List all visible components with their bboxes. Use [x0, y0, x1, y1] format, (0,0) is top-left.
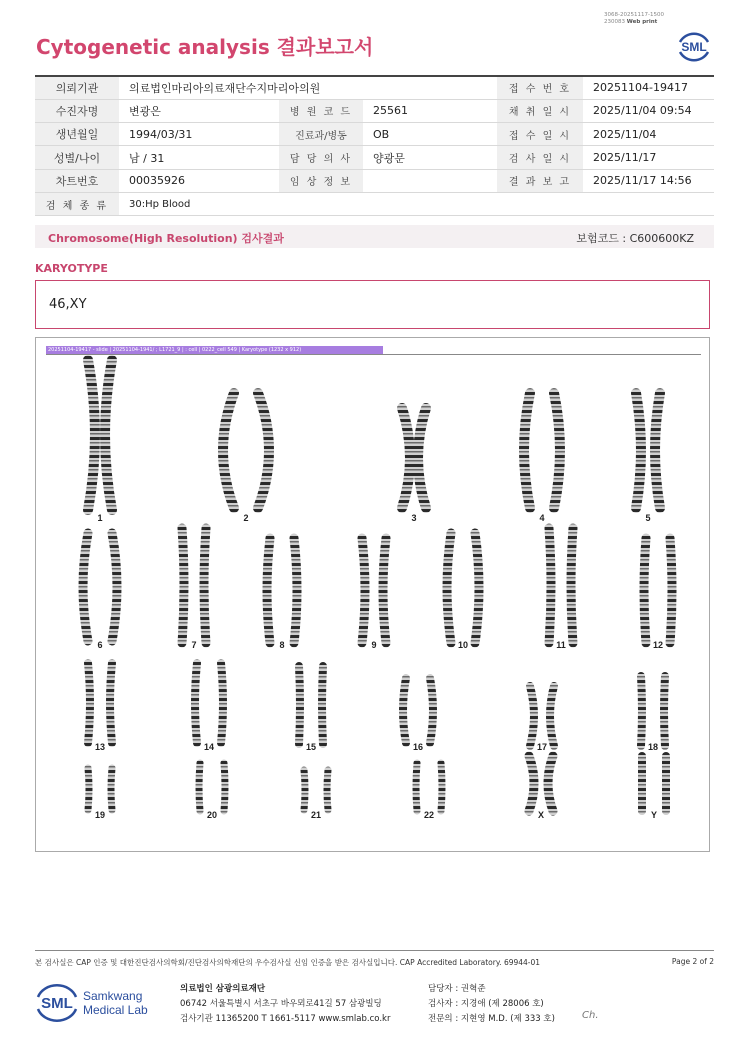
chromosome [548, 756, 553, 811]
signature: Ch. [582, 1010, 599, 1021]
result-section-bar [35, 225, 714, 248]
chromosome [258, 393, 269, 508]
org-contact: 검사기관 11365200 T 1661-5117 www.smlab.co.kr [180, 1014, 391, 1024]
chromosome-label: 4 [539, 513, 545, 523]
chromosome [644, 538, 646, 643]
chromosome-label: 10 [457, 640, 469, 650]
svg-text:SML: SML [681, 40, 707, 54]
chromosome-label: 2 [243, 513, 249, 523]
chromosome [530, 686, 534, 746]
chromosome [199, 763, 200, 811]
chromosome-label: 22 [423, 810, 435, 820]
chromosome [195, 663, 197, 743]
karyogram-svg [36, 338, 711, 853]
report-meta-id: 3068-20251117-1500 [604, 12, 664, 18]
info-row [35, 76, 714, 99]
chromosome-label: 14 [203, 742, 215, 752]
specimen-type-value: 30:Hp Blood [119, 192, 714, 215]
report-meta [604, 12, 664, 26]
karyogram-caption: 20251104-19417 - slide | 20251104-1941/ ; L1721_9 | : cell | 0222_cell 549 | Karyotype (1232 x 912) [46, 346, 383, 354]
report-date-label: 결 과 보 고 [497, 169, 583, 192]
chromosome [299, 666, 300, 744]
chromosome [105, 360, 112, 510]
patient-info-table [35, 75, 714, 216]
chromosome [416, 763, 417, 811]
chromosome [88, 360, 95, 510]
patient-name-value: 변광은 [119, 99, 279, 122]
chromosome [88, 768, 89, 810]
chromosome [327, 770, 328, 810]
chromosome [475, 533, 479, 643]
staff-info [428, 982, 555, 1027]
info-row [35, 123, 714, 146]
report-date-value: 2025/11/17 14:56 [583, 169, 714, 192]
department-label: 진료과/병동 [279, 123, 363, 146]
staff-manager: 담당자 : 권혁준 [428, 984, 486, 994]
chromosome [571, 528, 573, 643]
accession-no-value: 20251104-19417 [583, 76, 714, 99]
chromosome-label: 16 [412, 742, 424, 752]
chromosome [403, 678, 406, 743]
accession-no-label: 접 수 번 호 [497, 76, 583, 99]
test-date-value: 2025/11/17 [583, 146, 714, 169]
chromosome-label: 7 [191, 640, 197, 650]
chromosome-label: 6 [97, 640, 103, 650]
karyogram-image [35, 337, 710, 852]
chromosome [655, 393, 660, 508]
chromosome-label: 18 [647, 742, 659, 752]
org-info [180, 982, 390, 1027]
sex-age-label: 성별/나이 [35, 146, 119, 169]
chromosome [224, 763, 225, 811]
sex-age-value: 남 / 31 [119, 146, 279, 169]
info-row [35, 192, 714, 215]
chromosome [641, 676, 642, 746]
chromosome-label: 1 [97, 513, 103, 523]
accreditation-note: 본 검사실은 CAP 인증 및 대한진단검사의학회/진단검사의학재단의 우수검사실 신임 인증을 받은 검사실입니다. CAP Accredited Laboratory. 69944-01 [35, 958, 541, 967]
chromosome [383, 538, 386, 643]
chromosome-label: Y [650, 810, 658, 820]
report-meta-print: 230083 Web print [604, 19, 658, 25]
chromosome [362, 538, 365, 643]
chromosome [221, 663, 223, 743]
collection-date-label: 채 취 일 시 [497, 99, 583, 122]
received-date-label: 접 수 일 시 [497, 123, 583, 146]
collection-date-value: 2025/11/04 09:54 [583, 99, 714, 122]
chromosome [670, 538, 672, 643]
chromosome-label: 19 [94, 810, 106, 820]
chromosome [111, 768, 112, 810]
chromosome [447, 533, 451, 643]
chromosome-label: 8 [279, 640, 285, 650]
chromosome [112, 533, 117, 641]
chromosome [418, 408, 426, 508]
chromosome [182, 528, 184, 643]
chromosome-label: 20 [206, 810, 218, 820]
chromosome [664, 676, 665, 746]
birthdate-value: 1994/03/31 [119, 123, 279, 146]
chromosome [430, 678, 433, 743]
chromosome-label: 9 [371, 640, 377, 650]
birthdate-label: 생년월일 [35, 123, 119, 146]
org-address: 06742 서울특별시 서초구 바우뫼로41길 57 삼광빌딩 [180, 999, 382, 1009]
chromosome [88, 663, 90, 743]
chromosome [554, 393, 560, 508]
chart-no-label: 차트번호 [35, 169, 119, 192]
result-section-title: Chromosome(High Resolution) 검사결과 [48, 232, 284, 245]
chromosome [550, 686, 554, 746]
chromosome [110, 663, 112, 743]
physician-label: 담 당 의 사 [279, 146, 363, 169]
chromosome-label: 12 [652, 640, 664, 650]
chromosome [83, 533, 88, 641]
department-value: OB [363, 123, 497, 146]
chromosome-label: X [537, 810, 545, 820]
info-row [35, 99, 714, 122]
requesting-org-value: 의료법인마리아의료재단수지마리아의원 [119, 76, 497, 99]
staff-tester: 검사자 : 지경애 (제 28006 호) [428, 999, 544, 1009]
patient-name-label: 수진자명 [35, 99, 119, 122]
test-date-label: 검 사 일 시 [497, 146, 583, 169]
chromosome [636, 393, 641, 508]
chromosome-label: 3 [411, 513, 417, 523]
samkwang-logo-icon [35, 980, 165, 1024]
hospital-code-value: 25561 [363, 99, 497, 122]
chromosome [267, 538, 270, 643]
chromosome-label: 13 [94, 742, 106, 752]
info-row [35, 146, 714, 169]
chromosome-label: 15 [305, 742, 317, 752]
karyotype-label: KARYOTYPE [35, 262, 108, 275]
svg-text:SML: SML [41, 995, 73, 1012]
chromosome [294, 538, 297, 643]
hospital-code-label: 병 원 코 드 [279, 99, 363, 122]
chromosome [322, 666, 323, 744]
insurance-code: 보험코드 : C600600KZ [576, 232, 694, 245]
page-number: Page 2 of 2 [671, 957, 714, 966]
received-date-value: 2025/11/04 [583, 123, 714, 146]
chromosome [529, 756, 534, 811]
org-name: 의료법인 삼광의료재단 [180, 984, 266, 994]
chart-no-value: 00035926 [119, 169, 279, 192]
chromosome [524, 393, 530, 508]
page-title: Cytogenetic analysis 결과보고서 [36, 35, 374, 59]
sml-logo-icon [674, 26, 714, 66]
chromosome [304, 770, 305, 810]
clinical-info-value [363, 169, 497, 192]
chromosome-label: 21 [310, 810, 322, 820]
chromosome [441, 763, 442, 811]
chromosome [204, 528, 206, 643]
requesting-org-label: 의뢰기관 [35, 76, 119, 99]
specimen-type-label: 검 체 종 류 [35, 192, 119, 215]
chromosome-label: 17 [536, 742, 548, 752]
chromosome [549, 528, 551, 643]
staff-specialist: 전문의 : 지현영 M.D. (제 333 호) [428, 1014, 555, 1024]
physician-value: 양광문 [363, 146, 497, 169]
karyotype-value: 46,XY [49, 297, 87, 312]
chromosome [223, 393, 234, 508]
chromosome-label: 11 [556, 640, 566, 650]
chromosome [402, 408, 410, 508]
svg-text:Medical Lab: Medical Lab [83, 1003, 148, 1017]
footer-divider [35, 950, 714, 951]
info-row [35, 169, 714, 192]
chromosome-label: 5 [645, 513, 651, 523]
svg-text:Samkwang: Samkwang [83, 989, 143, 1003]
karyotype-result-box [35, 280, 710, 329]
clinical-info-label: 임 상 정 보 [279, 169, 363, 192]
